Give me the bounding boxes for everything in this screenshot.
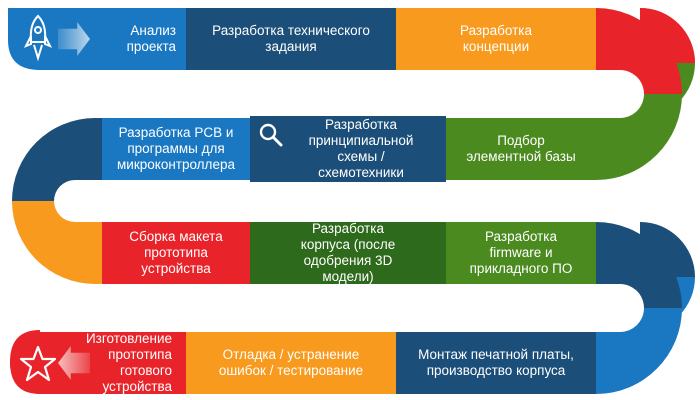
step-technical-spec: Разработка технического задания (186, 8, 396, 70)
step-components: Подбор элементной базы (446, 118, 596, 180)
step-enclosure: Разработка корпуса (после одобрения 3D модели) (250, 222, 446, 284)
rocket-icon (24, 14, 52, 62)
step-firmware-software: Разработка firmware и прикладного ПО (446, 222, 596, 284)
turn-right-1-inner (596, 70, 644, 118)
star-icon (18, 344, 58, 384)
turn-left-1 (8, 118, 102, 284)
step-pcb-assembly: Монтаж печатной платы, производство корпуса (396, 332, 596, 394)
step-pcb-firmware: Разработка PCB и программы для микроконтроллера (102, 118, 250, 180)
step-schematics: Разработка принципиальной схемы / схемотехники (250, 116, 446, 182)
step-analysis: Анализ проекта (10, 8, 186, 70)
step-concept: Разработка концепции (396, 8, 596, 70)
turn-left-1-inner (54, 180, 102, 222)
turn-right-2 (596, 222, 696, 394)
step-debugging: Отладка / устранение ошибок / тестирование (186, 332, 396, 394)
turn-right-2-inner (596, 284, 644, 332)
turn-right-1 (596, 8, 696, 180)
magnifier-icon (258, 122, 284, 148)
step-final-prototype: Изготовление прототипа готового устройства (10, 332, 186, 394)
step-prototype-assembly: Сборка макета прототипа устройства (102, 222, 250, 284)
